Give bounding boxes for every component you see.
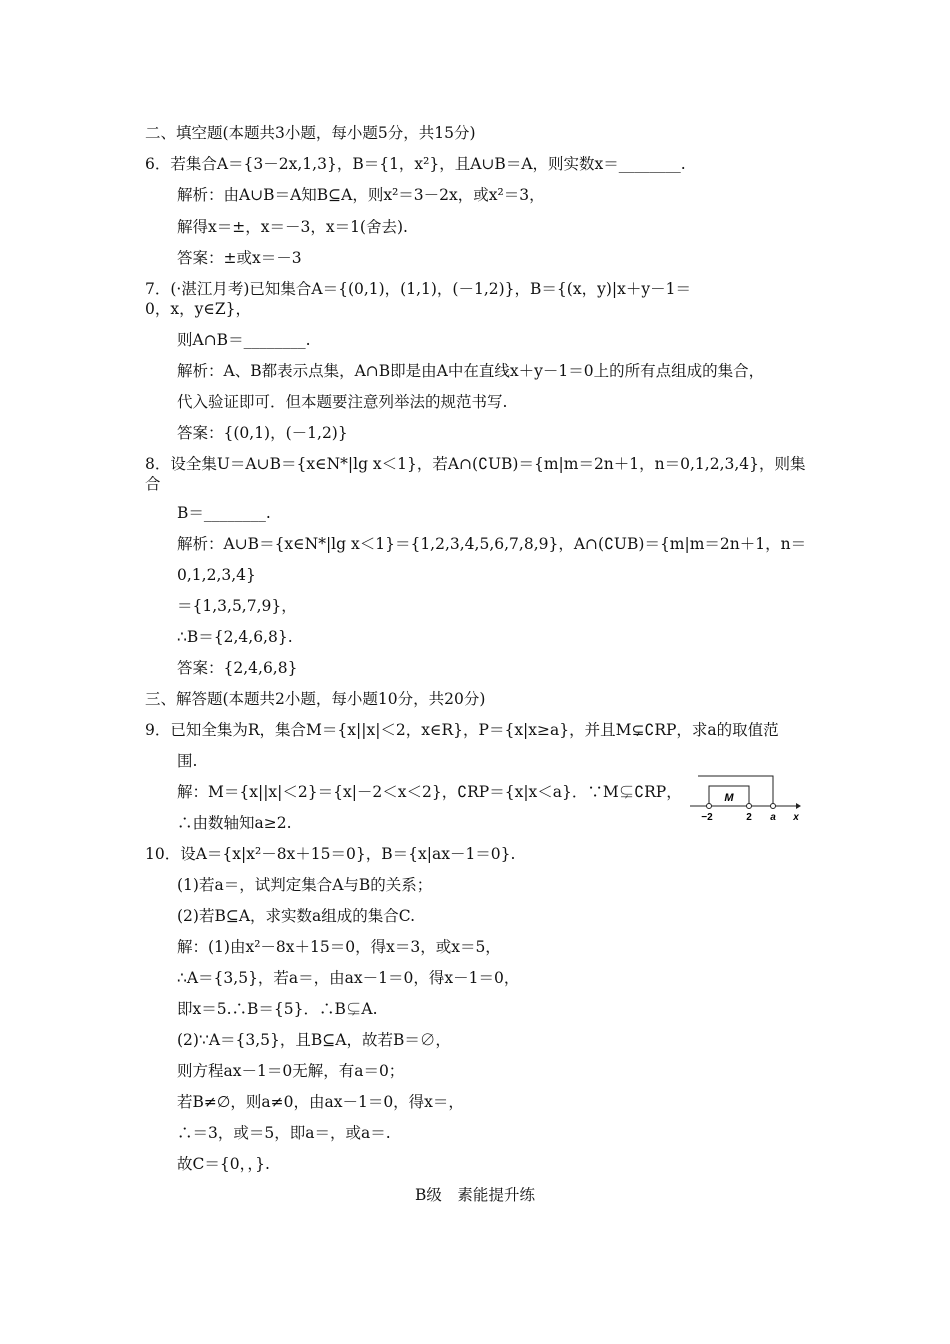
- tick-label-minus-2: −2: [701, 812, 713, 823]
- section-heading-fill-blank: 二、填空题(本题共3小题，每小题5分，共15分): [145, 124, 476, 142]
- q9-conclusion: ∴由数轴知a≥2.: [177, 814, 292, 832]
- q9-solution: 解：M＝{x||x|＜2}＝{x|－2＜x＜2}，∁RP＝{x|x＜a}．∵M⊊∁RP，: [177, 783, 682, 801]
- question-10: 10．设A＝{x|x²－8x＋15＝0}，B＝{x|ax－1＝0}.: [145, 845, 516, 863]
- question-6: 6．若集合A＝{3－2x,1,3}，B＝{1，x²}，且A∪B＝A，则实数x＝________.: [145, 155, 686, 173]
- q10-solution-4: (2)∵A＝{3,5}，且B⊆A，故若B＝∅，: [177, 1031, 451, 1049]
- q10-solution-3: 即x＝5.∴B＝{5}．∴B⊊A.: [177, 1000, 378, 1018]
- q8-analysis-cont: 0,1,2,3,4}: [177, 566, 256, 584]
- q8-answer: 答案：{2,4,6,8}: [177, 659, 298, 677]
- point-minus-2: [707, 804, 712, 809]
- question-8: 8．设全集U＝A∪B＝{x∈N*|lg x＜1}，若A∩(∁UB)＝{m|m＝2n＋1，n＝0,1,2,3,4}，则集: [145, 455, 806, 473]
- q10-solution-8: 故C＝{0，，}.: [177, 1155, 270, 1173]
- question-7: 7．(·湛江月考)已知集合A＝{(0,1)，(1,1)，(－1,2)}，B＝{(x，y)|x＋y－1＝: [145, 280, 691, 298]
- q10-solution-7: ∴＝3，或＝5，即a＝，或a＝.: [177, 1124, 391, 1142]
- tick-label-a: a: [770, 812, 776, 823]
- question-9-cont: 围.: [177, 752, 198, 770]
- q8-blank: B＝________.: [177, 504, 271, 522]
- point-a: [771, 804, 776, 809]
- set-m-label: M: [724, 792, 734, 804]
- question-9: 9．已知全集为R，集合M＝{x||x|＜2，x∈R}，P＝{x|x≥a}，并且M⊊∁RP，求a的取值范: [145, 721, 779, 739]
- q7-answer: 答案：{(0,1)，(－1,2)}: [177, 424, 348, 442]
- q8-analysis: 解析：A∪B＝{x∈N*|lg x＜1}＝{1,2,3,4,5,6,7,8,9}，A∩(∁UB)＝{m|m＝2n＋1，n＝: [177, 535, 807, 553]
- q8-step: ＝{1,3,5,7,9}，: [177, 597, 297, 615]
- q10-solution-6: 若B≠∅，则a≠0，由ax－1＝0，得x＝，: [177, 1093, 464, 1111]
- q7-analysis: 解析：A、B都表示点集，A∩B即是由A中在直线x＋y－1＝0上的所有点组成的集合，: [177, 362, 765, 380]
- q6-analysis: 解析：由A∪B＝A知B⊆A，则x²＝3－2x，或x²＝3，: [177, 186, 545, 204]
- tick-label-2: 2: [746, 812, 752, 823]
- point-2: [747, 804, 752, 809]
- q6-solve: 解得x＝±，x＝－3，x＝1(舍去).: [177, 218, 408, 236]
- question-7-cont: 0，x，y∈Z}，: [145, 300, 251, 318]
- section-footer: B级 素能提升练: [415, 1186, 535, 1204]
- q7-analysis-cont: 代入验证即可．但本题要注意列举法的规范书写.: [177, 393, 508, 411]
- q6-answer: 答案：±或x＝－3: [177, 249, 302, 267]
- q10-solution-1: 解：(1)由x²－8x＋15＝0，得x＝3，或x＝5，: [177, 938, 501, 956]
- q10-solution-5: 则方程ax－1＝0无解，有a＝0；: [177, 1062, 405, 1080]
- question-8-cont: 合: [145, 475, 161, 493]
- q8-result: ∴B＝{2,4,6,8}.: [177, 628, 293, 646]
- number-line-figure: [688, 772, 808, 824]
- q10-part1: (1)若a＝，试判定集合A与B的关系；: [177, 876, 433, 894]
- section-heading-answer: 三、解答题(本题共2小题，每小题10分，共20分): [145, 690, 486, 708]
- axis-label-x: x: [793, 812, 799, 823]
- q7-blank: 则A∩B＝________.: [177, 331, 311, 349]
- q10-solution-2: ∴A＝{3,5}，若a＝，由ax－1＝0，得x－1＝0，: [177, 969, 520, 987]
- q10-part2: (2)若B⊆A，求实数a组成的集合C.: [177, 907, 416, 925]
